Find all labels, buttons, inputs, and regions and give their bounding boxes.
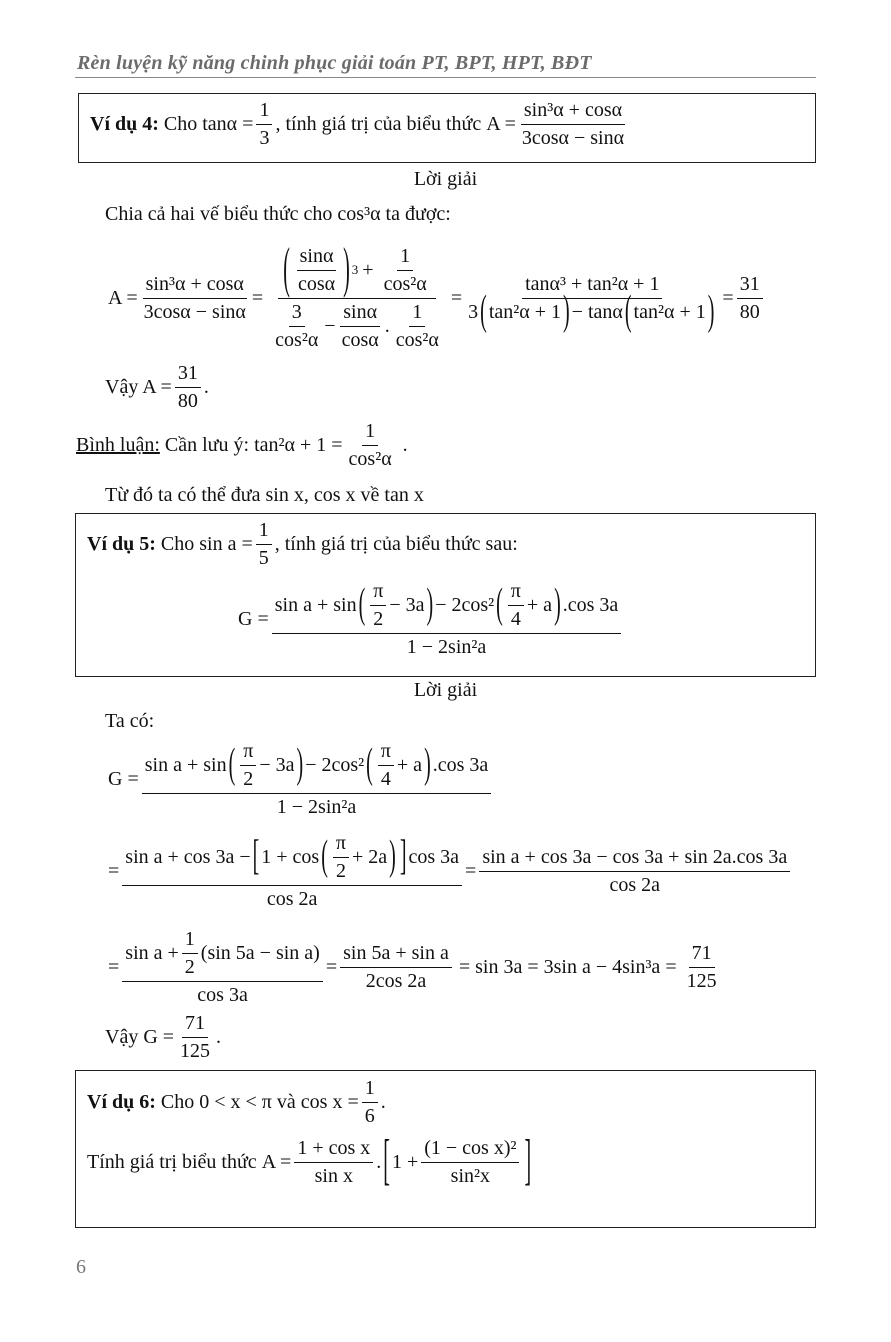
fraction bbox=[465, 272, 719, 335]
math-text: . bbox=[402, 434, 408, 456]
bracket: ( bbox=[283, 237, 290, 300]
fraction bbox=[381, 245, 430, 296]
math-text: 1 bbox=[409, 301, 425, 327]
fraction bbox=[508, 580, 524, 631]
math-text: 0 < x < π và cos x = bbox=[199, 1091, 359, 1113]
math-text: Bình luận: bbox=[76, 434, 160, 456]
math-text: tan²α + 1 bbox=[488, 300, 561, 323]
math-text: 3cosα − sinα bbox=[521, 127, 625, 149]
math-text: sin a + sin bbox=[144, 754, 227, 776]
fraction bbox=[142, 740, 492, 819]
math-text: 1 − 2sin²a bbox=[276, 796, 357, 818]
math-text bbox=[142, 740, 492, 794]
math-text: = bbox=[325, 956, 338, 978]
math-text: − 2cos² bbox=[305, 754, 365, 776]
fraction bbox=[333, 832, 349, 883]
math-text: 1 bbox=[362, 1077, 378, 1103]
solution-heading: Lời giải bbox=[413, 168, 478, 190]
math-text bbox=[122, 928, 323, 982]
math-text: 1 bbox=[362, 420, 378, 446]
math-text: 2 bbox=[243, 768, 254, 790]
math-text: sin a + bbox=[125, 942, 179, 964]
math-text: = bbox=[251, 286, 264, 309]
fraction bbox=[294, 1137, 373, 1188]
math-text: π bbox=[378, 740, 394, 766]
fraction bbox=[340, 942, 452, 993]
math-text: (sin 5a − sin a) bbox=[200, 942, 320, 964]
example-5-box bbox=[75, 513, 816, 677]
bracket: ) bbox=[343, 237, 350, 300]
fraction bbox=[295, 245, 338, 296]
math-text: cos²α bbox=[395, 328, 439, 351]
fraction bbox=[737, 273, 763, 324]
bracket: ( bbox=[366, 741, 373, 788]
math-text: cosα bbox=[297, 272, 336, 295]
math-text: = bbox=[108, 860, 120, 882]
math-text: 1 bbox=[397, 245, 413, 271]
math-text: cos 2a bbox=[266, 888, 318, 910]
math-text: − 2cos² bbox=[435, 594, 495, 616]
math-text: 3 bbox=[289, 301, 305, 327]
fraction bbox=[378, 740, 394, 791]
fraction bbox=[339, 301, 382, 352]
math-text: sin x bbox=[314, 1165, 353, 1187]
math-text: π bbox=[333, 832, 349, 858]
math-text: + 2a bbox=[352, 846, 388, 868]
bracket: ( bbox=[228, 741, 236, 788]
math-text: A = bbox=[108, 286, 138, 309]
math-text: sin 5a + sin a bbox=[340, 942, 452, 968]
math-text: 80 bbox=[739, 300, 760, 323]
equation bbox=[108, 238, 766, 358]
math-text: sin²x bbox=[450, 1165, 491, 1187]
math-text: 3 bbox=[259, 127, 270, 149]
math-text: (1 − cos x)² bbox=[421, 1137, 519, 1163]
math-text: π bbox=[508, 580, 524, 606]
math-text: . bbox=[380, 1091, 386, 1113]
math-text: Cho bbox=[160, 533, 195, 555]
math-text: − 3a bbox=[389, 594, 425, 616]
bracket: ) bbox=[389, 833, 396, 880]
math-text: 1 + cos bbox=[261, 846, 320, 868]
fraction bbox=[393, 301, 442, 352]
bracket: ( bbox=[624, 287, 632, 335]
math-text bbox=[278, 237, 435, 300]
example-label: Ví dụ 4: bbox=[90, 113, 159, 135]
example-label: Ví dụ 5: bbox=[87, 533, 156, 555]
paragraph: Ta có: bbox=[105, 710, 155, 732]
math-text: = bbox=[465, 860, 477, 882]
math-text: + a bbox=[526, 594, 553, 616]
bracket: ( bbox=[321, 833, 328, 880]
math-text: 71 bbox=[689, 942, 715, 968]
math-text: = bbox=[108, 956, 120, 978]
fraction bbox=[256, 519, 272, 570]
fraction bbox=[266, 237, 448, 352]
fraction bbox=[141, 273, 249, 324]
math-text: − 3a bbox=[259, 754, 295, 776]
bracket: ] bbox=[524, 1130, 532, 1192]
text: , tính giá trị của biểu thức bbox=[275, 113, 482, 135]
math-text: cos²α bbox=[275, 328, 319, 351]
math-text: .cos 3a bbox=[562, 594, 619, 616]
math-text bbox=[465, 287, 719, 335]
math-text: 31 bbox=[737, 273, 763, 299]
math-text: Cho bbox=[160, 1091, 195, 1113]
fraction bbox=[182, 928, 198, 979]
math-text: 4 bbox=[510, 608, 521, 630]
math-text: A = bbox=[261, 1151, 292, 1173]
math-text: 5 bbox=[258, 547, 269, 569]
fraction bbox=[175, 362, 201, 413]
comment bbox=[76, 420, 408, 471]
math-text: sinα bbox=[340, 301, 380, 327]
example-label: Ví dụ 6: bbox=[87, 1091, 156, 1113]
math-text: sin³α + cosα bbox=[521, 99, 625, 125]
fraction bbox=[479, 846, 790, 897]
bracket: ] bbox=[399, 833, 407, 880]
math-text bbox=[90, 99, 630, 150]
math-text: 125 bbox=[686, 970, 717, 992]
math-text: sin a + cos 3a − bbox=[125, 846, 251, 868]
math: A = bbox=[486, 113, 516, 135]
math-text: cos 3a bbox=[197, 984, 248, 1006]
math-text: 3cosα − sinα bbox=[143, 300, 246, 323]
math-text: + a bbox=[396, 754, 423, 776]
math-text bbox=[87, 519, 518, 570]
fraction bbox=[122, 832, 462, 911]
math-text: Vậy A = bbox=[105, 376, 172, 398]
fraction bbox=[421, 1137, 519, 1188]
fraction bbox=[177, 1012, 213, 1063]
math-text: 31 bbox=[175, 362, 201, 388]
bracket: ) bbox=[424, 741, 431, 788]
math-text: . bbox=[203, 376, 209, 398]
solution-heading: Lời giải bbox=[413, 679, 478, 701]
fraction bbox=[684, 942, 720, 993]
math-text: . bbox=[216, 1026, 222, 1048]
equation bbox=[108, 832, 793, 911]
fraction bbox=[362, 1077, 378, 1128]
math-text: Tính giá trị biểu thức bbox=[87, 1151, 257, 1173]
math-text: 6 bbox=[364, 1105, 375, 1127]
math-text: 1 bbox=[182, 928, 198, 954]
math-text: 2 bbox=[184, 956, 195, 978]
math-text: = sin 3a = 3sin a − 4sin³a = bbox=[458, 956, 677, 978]
math-text: sin a = bbox=[199, 533, 253, 555]
conclusion bbox=[105, 362, 209, 413]
math-text: sin³α + cosα bbox=[143, 273, 247, 299]
conclusion bbox=[105, 1012, 221, 1063]
equation bbox=[108, 928, 723, 1007]
math-text: sin a + sin bbox=[274, 594, 357, 616]
math-text: 1 + bbox=[391, 1151, 419, 1173]
bracket: ) bbox=[426, 581, 434, 628]
math-text: + bbox=[362, 258, 374, 281]
fraction bbox=[519, 99, 627, 150]
fraction bbox=[272, 580, 622, 659]
bracket: ) bbox=[554, 581, 561, 628]
math-text: cos 2a bbox=[609, 874, 661, 896]
math-text: 71 bbox=[182, 1012, 208, 1038]
fraction bbox=[240, 740, 256, 791]
math-text: tan²α + 1 bbox=[633, 300, 706, 323]
fraction bbox=[122, 928, 323, 1007]
math-text: − tanα bbox=[571, 300, 623, 323]
paragraph: Chia cả hai vế biểu thức cho cos³α ta được: bbox=[105, 203, 451, 225]
math-text: Cần lưu ý: bbox=[164, 434, 250, 456]
example-4-box bbox=[78, 93, 816, 163]
example-6-box bbox=[75, 1070, 816, 1228]
text: Cho bbox=[163, 113, 198, 135]
math-text bbox=[87, 1077, 386, 1128]
math-text: 125 bbox=[180, 1040, 211, 1062]
math-text: 3 bbox=[351, 262, 359, 277]
math-text: = bbox=[450, 286, 463, 309]
bracket: [ bbox=[383, 1130, 390, 1192]
fraction bbox=[370, 580, 386, 631]
bracket: ( bbox=[496, 581, 503, 628]
bracket: ) bbox=[563, 287, 570, 335]
math-text: sinα bbox=[297, 245, 337, 271]
math-text: 2 bbox=[373, 608, 384, 630]
fraction bbox=[272, 301, 321, 352]
math-text: .cos 3a bbox=[432, 754, 489, 776]
math-text: π bbox=[240, 740, 256, 766]
equation bbox=[108, 740, 494, 819]
math-text: , tính giá trị của biểu thức sau: bbox=[274, 533, 518, 555]
math-text: cos²α bbox=[383, 272, 427, 295]
math-text: 80 bbox=[177, 390, 198, 412]
math-text: cosα bbox=[341, 328, 379, 351]
math: tanα = bbox=[202, 113, 254, 135]
fraction bbox=[256, 99, 272, 150]
equation bbox=[238, 580, 624, 659]
bracket: ( bbox=[480, 287, 487, 335]
paragraph: Từ đó ta có thể đưa sin x, cos x về tan x bbox=[105, 484, 424, 506]
math-text: cos 3a bbox=[408, 846, 460, 868]
math-text: . bbox=[376, 1151, 382, 1173]
math-text: = bbox=[722, 286, 734, 309]
running-header: Rèn luyện kỹ năng chinh phục giải toán PT, BPT, HPT, BĐT bbox=[77, 52, 592, 74]
bracket: [ bbox=[252, 833, 260, 880]
equation bbox=[87, 1130, 533, 1192]
math-text: tan²α + 1 = bbox=[254, 434, 343, 456]
math-text: . bbox=[384, 314, 390, 337]
bracket: ) bbox=[296, 741, 304, 788]
math-text: 2 bbox=[335, 860, 346, 882]
math-text: 1 bbox=[256, 99, 272, 125]
math-text: 4 bbox=[380, 768, 391, 790]
fraction bbox=[346, 420, 395, 471]
math-text: tanα³ + tan²α + 1 bbox=[522, 273, 662, 299]
page-number: 6 bbox=[76, 1256, 86, 1278]
math-text: π bbox=[370, 580, 386, 606]
math-text: − bbox=[324, 314, 336, 337]
math-text: 3 bbox=[468, 300, 479, 323]
math-text: 1 + cos x bbox=[294, 1137, 373, 1163]
math-text: G = bbox=[108, 768, 139, 790]
math-text: sin a + cos 3a − cos 3a + sin 2a.cos 3a bbox=[479, 846, 790, 872]
math-text bbox=[272, 580, 622, 634]
math-text: cos²α bbox=[348, 448, 392, 470]
header-rule bbox=[75, 77, 816, 78]
math-text bbox=[266, 299, 448, 352]
bracket: ) bbox=[707, 287, 715, 335]
math-text: 1 bbox=[256, 519, 272, 545]
math-text: G = bbox=[238, 608, 269, 630]
math-text bbox=[122, 832, 462, 886]
math-text: Vậy G = bbox=[105, 1026, 175, 1048]
math-text: 2cos 2a bbox=[365, 970, 427, 992]
bracket: ( bbox=[358, 581, 366, 628]
math-text: 1 − 2sin²a bbox=[406, 636, 487, 658]
